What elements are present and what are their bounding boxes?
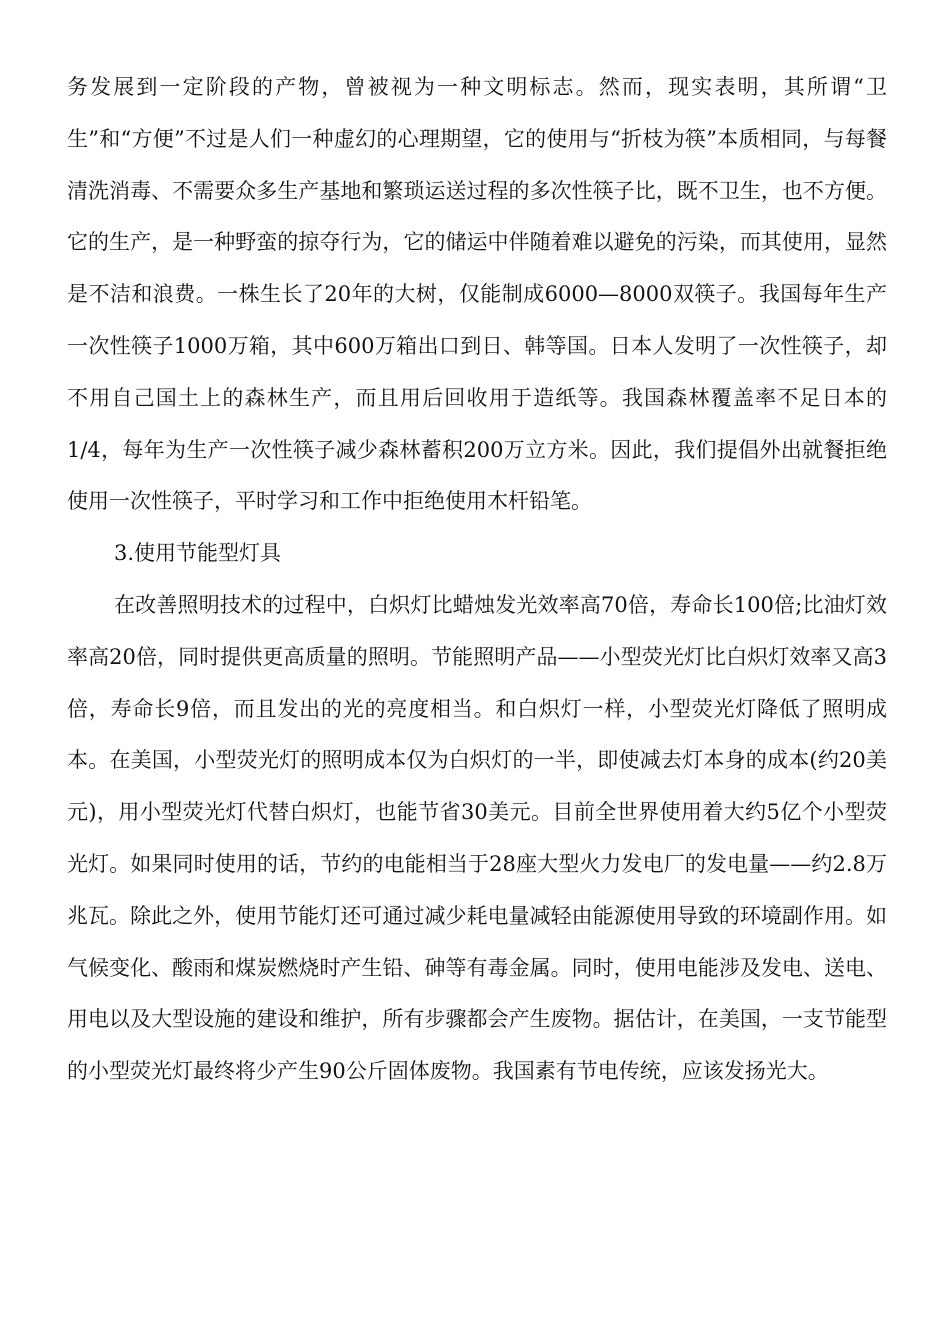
- document-page: [67, 62, 887, 1098]
- section-heading: 3.使用节能型灯具: [114, 541, 282, 566]
- paragraph-continued: 务发展到一定阶段的产物，曾被视为一种文明标志。然而，现实表明，其所谓“卫生”和“方便”不过是人们一种虚幻的心理期望，它的使用与“折枝为筷”本质相同，与每餐清洗消毒、不需要众多生产基地和繁琐运送过程的多次性筷子比，既不卫生，也不方便。它的生产，是一种野蛮的掠夺行为，它的储运中伴随着难以避免的污染，而其使用，显然是不洁和浪费。一株生长了20年的大树，仅能制成6000—8000双筷子。我国每年生产一次性筷子1000万箱，其中600万箱出口到日、韩等国。日本人发明了一次性筷子，却不用自己国土上的森林生产，而且用后回收用于造纸等。我国森林覆盖率不足日本的1/4，每年为生产一次性筷子减少森林蓄积200万立方米。因此，我们提倡外出就餐拒绝使用一次性筷子，平时学习和工作中拒绝使用木杆铅笔。: [67, 75, 887, 514]
- paragraph-lighting: 在改善照明技术的过程中，白炽灯比蜡烛发光效率高70倍，寿命长100倍;比油灯效率高20倍，同时提供更高质量的照明。节能照明产品——小型荧光灯比白炽灯效率又高3倍，寿命长9倍，而且发出的光的亮度相当。和白炽灯一样，小型荧光灯降低了照明成本。在美国，小型荧光灯的照明成本仅为白炽灯的一半，即使减去灯本身的成本(约20美元)，用小型荧光灯代替白炽灯，也能节省30美元。目前全世界使用着大约5亿个小型荧光灯。如果同时使用的话，节约的电能相当于28座大型火力发电厂的发电量——约2.8万兆瓦。除此之外，使用节能灯还可通过减少耗电量减轻由能源使用导致的环境副作用。如气候变化、酸雨和煤炭燃烧时产生铅、砷等有毒金属。同时，使用电能涉及发电、送电、用电以及大型设施的建设和维护，所有步骤都会产生废物。据估计，在美国，一支节能型的小型荧光灯最终将少产生90公斤固体废物。我国素有节电传统，应该发扬光大。: [67, 592, 887, 1084]
